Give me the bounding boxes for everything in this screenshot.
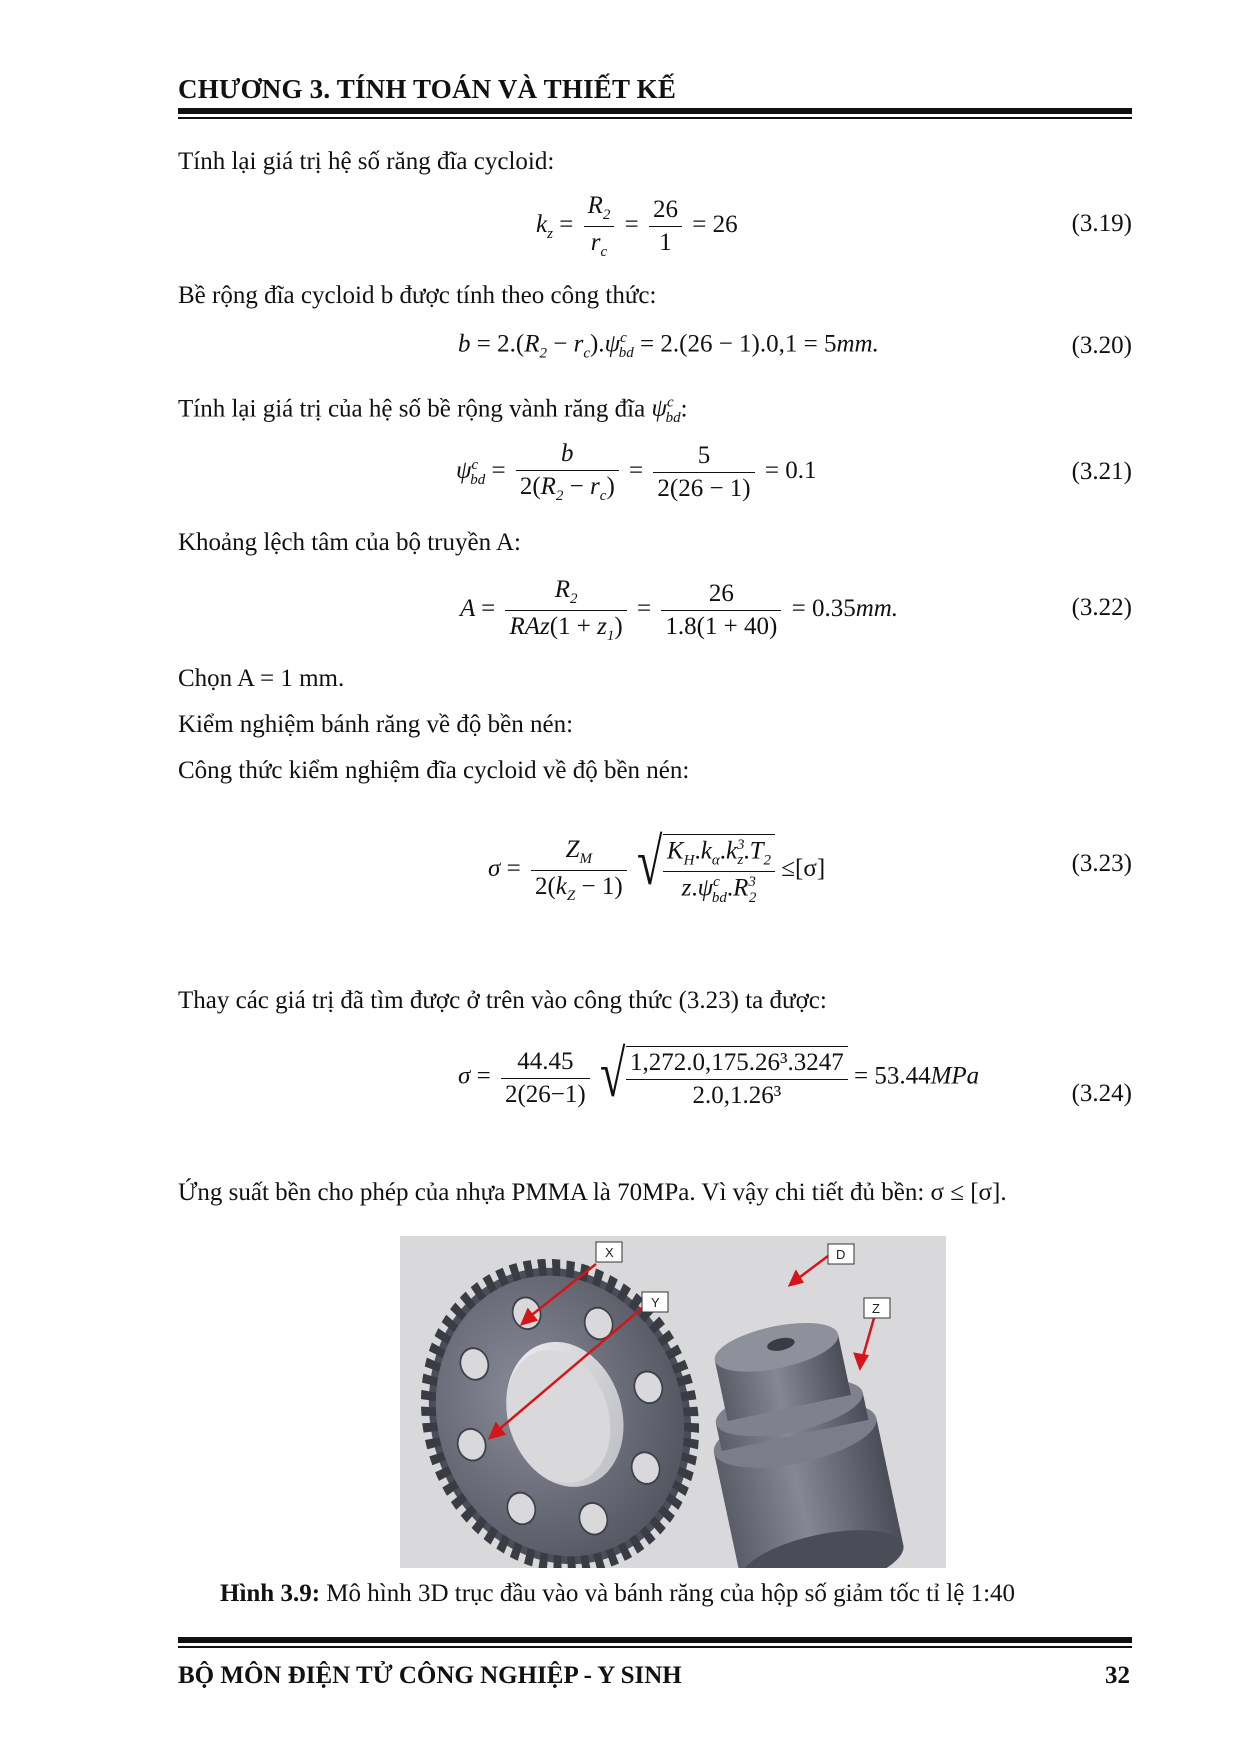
psi-bd-symbol: $\psi^c_{bd}$ bbox=[651, 395, 681, 427]
equation-3-23: σ = $\frac{Z_M}{2(k_Z - 1)}$ √ $\frac{K_H.k_\alpha.k^3_z.T_2}{z.\psi^c_{bd}.R^3_2}$ ≤[σ] bbox=[488, 826, 826, 906]
page-number: 32 bbox=[1105, 1662, 1130, 1689]
paragraph: Chọn A = 1 mm. bbox=[178, 665, 345, 692]
figure-caption bbox=[220, 1580, 1015, 1608]
figure-3d-model bbox=[400, 1236, 946, 1568]
paragraph: Thay các giá trị đã tìm được ở trên vào công thức (3.23) ta được: bbox=[178, 987, 827, 1014]
caption-text: Mô hình 3D trục đầu vào và bánh răng của hộp số giảm tốc tỉ lệ 1:40 bbox=[320, 1580, 1016, 1607]
equation-3-22: A = $\frac{R_2}{RAz(1 + z_1)}$ = $\frac{26}{1.8(1 + 40)}$ = 0.35mm. bbox=[460, 576, 899, 644]
paragraph: Ứng suất bền cho phép của nhựa PMMA là 70MPa. Vì vậy chi tiết đủ bền: σ ≤ [σ]. bbox=[178, 1179, 1007, 1206]
footer-department: BỘ MÔN ĐIỆN TỬ CÔNG NGHIỆP - Y SINH bbox=[178, 1662, 682, 1689]
caption-label: Hình 3.9: bbox=[220, 1580, 321, 1607]
figure-illustration bbox=[400, 1236, 946, 1568]
paragraph: Tính lại giá trị hệ số răng đĩa cycloid: bbox=[178, 148, 555, 175]
equation-number: (3.23) bbox=[1071, 850, 1132, 877]
paragraph: Bề rộng đĩa cycloid b được tính theo công thức: bbox=[178, 282, 657, 309]
chapter-title: CHƯƠNG 3. TÍNH TOÁN VÀ THIẾT KẾ bbox=[178, 74, 677, 104]
footer-rule-thick bbox=[178, 1637, 1132, 1643]
label-x: X bbox=[605, 1245, 614, 1260]
label-y: Y bbox=[651, 1295, 660, 1310]
equation-number: (3.20) bbox=[1071, 332, 1132, 359]
paragraph: Kiểm nghiệm bánh răng về độ bền nén: bbox=[178, 711, 574, 738]
paragraph: Tính lại giá trị của hệ số bề rộng vành răng đĩa $\psi^c_{bd}$: bbox=[178, 395, 688, 427]
equation-3-21: $\psi^c_{bd}$ = $\frac{b}{2(R_2 - r_c)}$ = $\frac{5}{2(26 - 1)}$ = 0.1 bbox=[456, 440, 817, 504]
cycloid-gear bbox=[400, 1236, 729, 1568]
header-rule-thick bbox=[178, 108, 1132, 114]
equation-3-20: $b = 2.(R_2 - r_c).\psi^c_{bd} = 2.(26 - 1).0,1 = 5mm$. bbox=[458, 330, 879, 362]
equation-3-24: σ = $\frac{44.45}{2(26-1)}$ √ $\frac{\text{1,272.0,175.26³.3247}}{\text{2.0,1.26³}}$ = 53.44MPa bbox=[458, 1038, 980, 1111]
input-shaft bbox=[691, 1310, 909, 1568]
equation-number: (3.19) bbox=[1071, 210, 1132, 237]
equation-number: (3.21) bbox=[1071, 458, 1132, 485]
equation-3-19: $k_z$ = $\frac{R_2}{r_c}$ = $\frac{26}{1}$ = 26 bbox=[536, 192, 738, 260]
label-z: Z bbox=[872, 1301, 880, 1316]
footer-rule-thin bbox=[178, 1646, 1132, 1648]
label-d: D bbox=[836, 1247, 846, 1262]
header-rule-thin bbox=[178, 117, 1132, 119]
equation-number: (3.22) bbox=[1071, 594, 1132, 621]
paragraph-text: Tính lại giá trị của hệ số bề rộng vành răng đĩa bbox=[178, 395, 646, 423]
paragraph: Khoảng lệch tâm của bộ truyền A: bbox=[178, 529, 521, 556]
paragraph: Công thức kiểm nghiệm đĩa cycloid về độ bền nén: bbox=[178, 757, 690, 784]
equation-number: (3.24) bbox=[1071, 1080, 1132, 1107]
